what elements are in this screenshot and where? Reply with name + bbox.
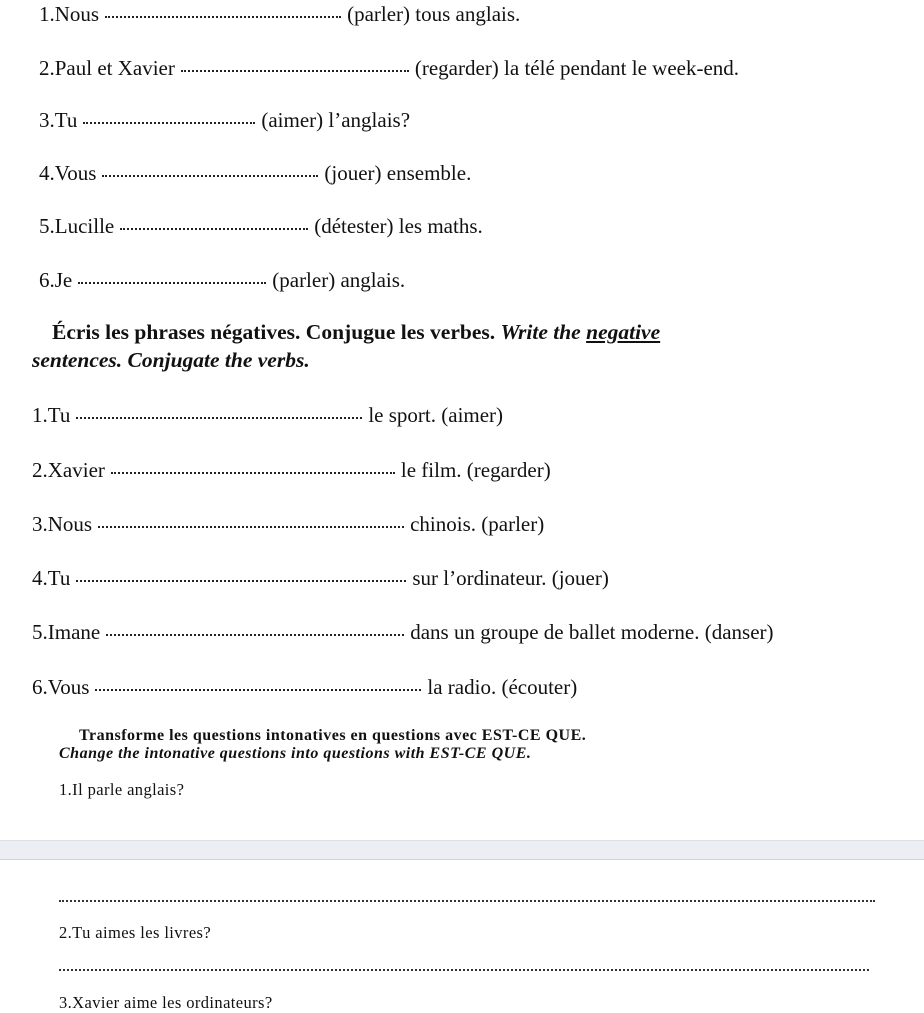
exercise2-instruction-line2 — [32, 348, 310, 373]
item-prefix: 5.Lucille — [39, 214, 115, 238]
answer-blank[interactable] — [83, 121, 255, 124]
answer-blank[interactable] — [111, 471, 395, 474]
answer-blank[interactable] — [95, 688, 421, 691]
answer-blank[interactable] — [76, 579, 406, 582]
item-suffix: (regarder) la télé pendant le week-end. — [414, 56, 740, 80]
item-suffix: dans un groupe de ballet moderne. (danser) — [410, 620, 774, 644]
answer-blank[interactable] — [120, 227, 308, 230]
answer-blank[interactable] — [106, 633, 404, 636]
exercise2-item — [32, 675, 577, 700]
item-suffix: (jouer) ensemble. — [324, 161, 472, 185]
item-suffix: (parler) tous anglais. — [347, 2, 521, 26]
answer-line-1[interactable] — [59, 899, 875, 902]
item-prefix: 1.Nous — [39, 2, 100, 26]
exercise1-item — [39, 108, 410, 133]
exercise1-item — [39, 56, 739, 81]
item-prefix: 5.Imane — [32, 620, 101, 644]
item-prefix: 4.Vous — [39, 161, 97, 185]
item-suffix: chinois. (parler) — [410, 512, 545, 536]
item-suffix: le film. (regarder) — [400, 458, 551, 482]
item-prefix: 2.Xavier — [32, 458, 105, 482]
item-suffix: la radio. (écouter) — [427, 675, 578, 699]
page-separator — [0, 840, 924, 860]
item-prefix: 3.Nous — [32, 512, 93, 536]
item-prefix: 6.Je — [39, 268, 73, 292]
item-prefix: 3.Tu — [39, 108, 78, 132]
answer-line-2[interactable] — [59, 968, 869, 971]
exercise3-instruction-english: Change the intonative questions into questions with EST-CE QUE. — [59, 745, 532, 762]
exercise1-item — [39, 161, 471, 186]
exercise2-instruction-line1 — [52, 320, 660, 345]
instruction-english: Write the — [500, 320, 581, 344]
question-2: 2.Tu aimes les livres? — [59, 923, 212, 942]
item-suffix: (parler) anglais. — [272, 268, 406, 292]
answer-blank[interactable] — [76, 416, 362, 419]
question-1: 1.Il parle anglais? — [59, 780, 185, 799]
exercise2-item — [32, 566, 609, 591]
exercise2-item — [32, 403, 503, 428]
answer-blank[interactable] — [102, 174, 318, 177]
answer-blank[interactable] — [181, 69, 409, 72]
item-suffix: (aimer) l’anglais? — [261, 108, 411, 132]
item-suffix: (détester) les maths. — [314, 214, 483, 238]
item-prefix: 2.Paul et Xavier — [39, 56, 175, 80]
exercise2-item — [32, 512, 544, 537]
exercise2-item — [32, 458, 551, 483]
item-prefix: 6.Vous — [32, 675, 90, 699]
instruction-english-cont: sentences. Conjugate the verbs. — [32, 348, 310, 372]
exercise1-item — [39, 268, 405, 293]
exercise2-item — [32, 620, 774, 645]
item-suffix: sur l’ordinateur. (jouer) — [412, 566, 609, 590]
answer-blank[interactable] — [105, 15, 341, 18]
answer-blank[interactable] — [98, 525, 404, 528]
exercise1-item — [39, 2, 520, 27]
exercise1-item — [39, 214, 483, 239]
item-prefix: 1.Tu — [32, 403, 71, 427]
item-suffix: le sport. (aimer) — [368, 403, 504, 427]
instruction-underlined-word: negative — [586, 320, 661, 344]
item-prefix: 4.Tu — [32, 566, 71, 590]
answer-blank[interactable] — [78, 281, 266, 284]
question-3: 3.Xavier aime les ordinateurs? — [59, 993, 273, 1012]
exercise3-instruction-french: Transforme les questions intonatives en questions avec EST-CE QUE. — [79, 727, 587, 744]
instruction-french: Écris les phrases négatives. Conjugue les verbes. — [52, 320, 496, 344]
